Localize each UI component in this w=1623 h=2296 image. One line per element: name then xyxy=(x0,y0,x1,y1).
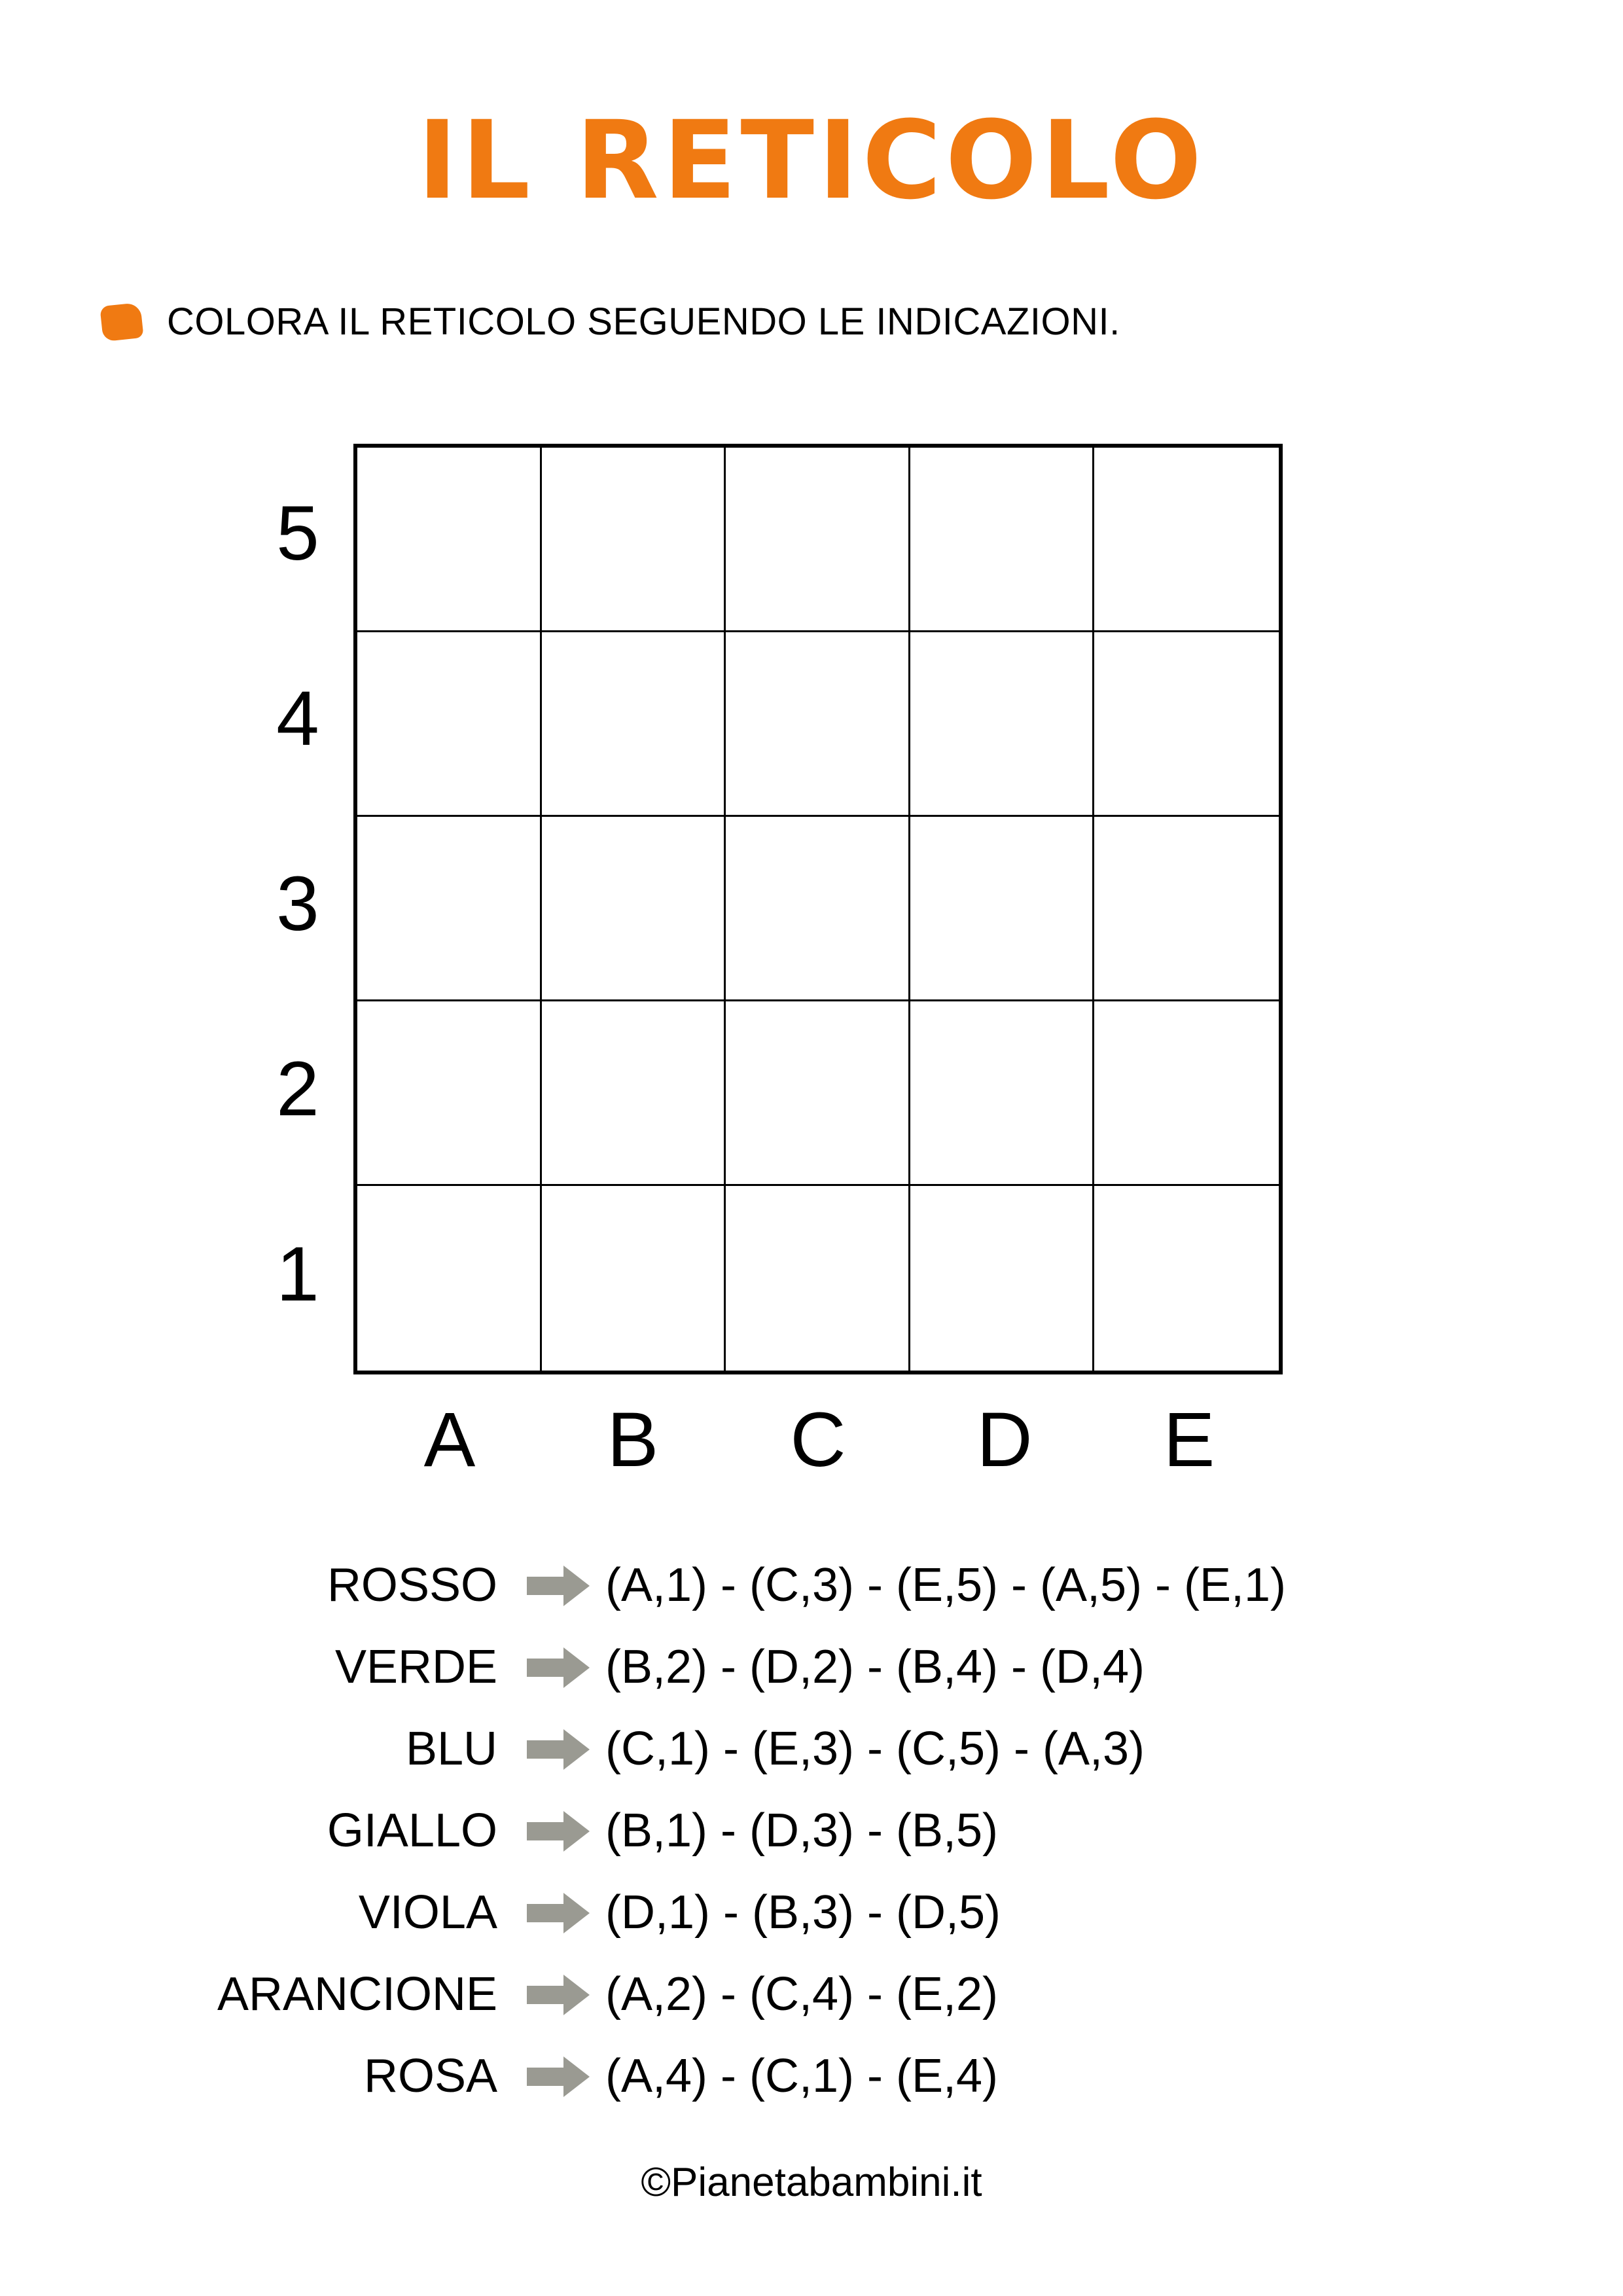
grid-cell-c2[interactable] xyxy=(726,1001,910,1186)
arrow-right-icon xyxy=(527,1893,590,1933)
arrow-right-icon xyxy=(527,1975,590,2015)
grid-cell-e5[interactable] xyxy=(1094,448,1279,632)
row-label: 2 xyxy=(276,1046,319,1132)
grid-cell-d3[interactable] xyxy=(910,817,1095,1001)
legend-color-name: VIOLA xyxy=(358,1886,497,1939)
legend-row xyxy=(0,1545,1623,1626)
grid-cell-a2[interactable] xyxy=(357,1001,542,1186)
row-label: 5 xyxy=(276,490,319,577)
row-label: 1 xyxy=(276,1231,319,1318)
grid-cell-d2[interactable] xyxy=(910,1001,1095,1186)
row-label: 3 xyxy=(276,861,319,947)
column-label: D xyxy=(976,1397,1033,1483)
grid-cell-c3[interactable] xyxy=(726,817,910,1001)
column-label: B xyxy=(607,1397,659,1483)
grid-cell-a4[interactable] xyxy=(357,632,542,817)
grid-cell-e1[interactable] xyxy=(1094,1186,1279,1371)
grid-cell-b2[interactable] xyxy=(542,1001,726,1186)
legend-coordinates: (D,1) - (B,3) - (D,5) xyxy=(605,1886,1001,1939)
grid-cell-b4[interactable] xyxy=(542,632,726,817)
grid-cell-a1[interactable] xyxy=(357,1186,542,1371)
legend-coordinates: (C,1) - (E,3) - (C,5) - (A,3) xyxy=(605,1723,1145,1775)
row-label: 4 xyxy=(276,675,319,762)
legend-color-name: BLU xyxy=(405,1723,497,1775)
grid-cell-e3[interactable] xyxy=(1094,817,1279,1001)
grid-cell-d4[interactable] xyxy=(910,632,1095,817)
legend-color-name: ROSA xyxy=(363,2050,497,2102)
legend-color-name: ROSSO xyxy=(327,1559,497,1611)
legend-color-name: GIALLO xyxy=(327,1804,497,1857)
grid-cell-c1[interactable] xyxy=(726,1186,910,1371)
grid-cell-c5[interactable] xyxy=(726,448,910,632)
grid-cell-c4[interactable] xyxy=(726,632,910,817)
column-label: E xyxy=(1163,1397,1215,1483)
grid-cell-d1[interactable] xyxy=(910,1186,1095,1371)
legend-row xyxy=(0,1790,1623,1872)
coordinate-grid xyxy=(353,444,1283,1374)
bullet-icon xyxy=(99,302,143,342)
legend-coordinates: (B,1) - (D,3) - (B,5) xyxy=(605,1804,999,1857)
legend-row xyxy=(0,1954,1623,2036)
page-title: IL RETICOLO xyxy=(417,98,1206,223)
legend-color-name: ARANCIONE xyxy=(217,1968,497,2020)
grid-cell-b3[interactable] xyxy=(542,817,726,1001)
arrow-right-icon xyxy=(527,1647,590,1688)
copyright-footer: ©Pianetabambini.it xyxy=(641,2160,982,2205)
legend-row xyxy=(0,1872,1623,1954)
arrow-right-icon xyxy=(527,1811,590,1852)
legend-row xyxy=(0,1626,1623,1708)
arrow-right-icon xyxy=(527,1566,590,1606)
column-label: C xyxy=(790,1397,846,1483)
grid-cell-a5[interactable] xyxy=(357,448,542,632)
legend-coordinates: (A,1) - (C,3) - (E,5) - (A,5) - (E,1) xyxy=(605,1559,1287,1611)
instruction xyxy=(101,296,1120,348)
grid-cell-b5[interactable] xyxy=(542,448,726,632)
grid-cell-a3[interactable] xyxy=(357,817,542,1001)
arrow-right-icon xyxy=(527,2056,590,2097)
grid-cell-d5[interactable] xyxy=(910,448,1095,632)
column-label: A xyxy=(423,1397,476,1483)
legend-coordinates: (A,2) - (C,4) - (E,2) xyxy=(605,1968,999,2020)
grid-cell-b1[interactable] xyxy=(542,1186,726,1371)
legend-color-name: VERDE xyxy=(334,1641,497,1693)
arrow-right-icon xyxy=(527,1729,590,1770)
legend-coordinates: (A,4) - (C,1) - (E,4) xyxy=(605,2050,999,2102)
instruction-text: COLORA IL RETICOLO SEGUENDO LE INDICAZIONI. xyxy=(167,300,1120,343)
legend-coordinates: (B,2) - (D,2) - (B,4) - (D,4) xyxy=(605,1641,1145,1693)
legend-row xyxy=(0,1708,1623,1790)
grid-cell-e4[interactable] xyxy=(1094,632,1279,817)
grid-cell-e2[interactable] xyxy=(1094,1001,1279,1186)
legend-row xyxy=(0,2036,1623,2117)
